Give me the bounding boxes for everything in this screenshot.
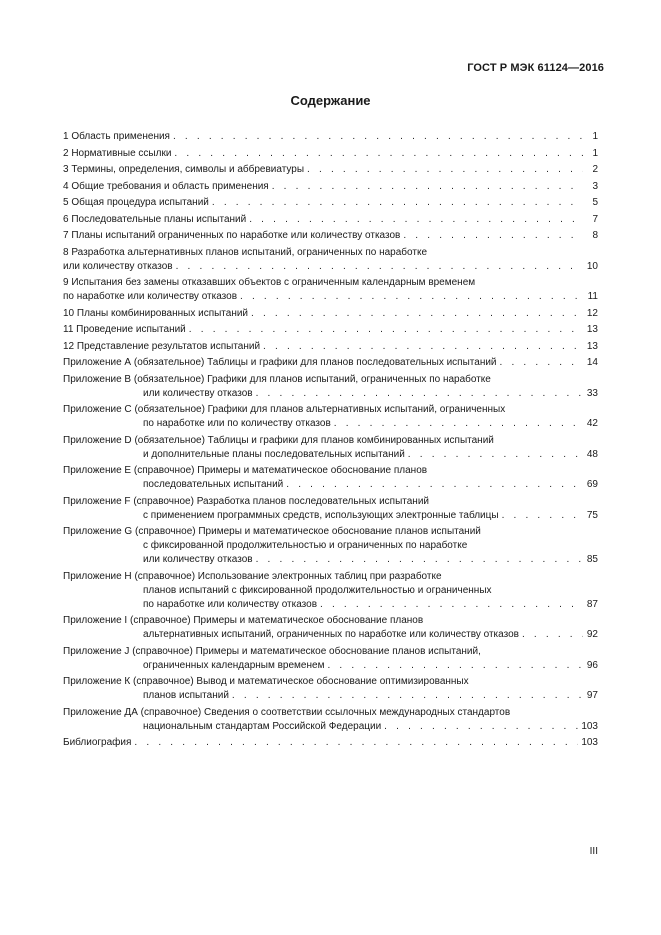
toc-entry[interactable] [63, 340, 598, 354]
dot-leader [522, 628, 583, 642]
toc-page-number: 69 [586, 479, 598, 490]
toc-page-number: 13 [586, 324, 598, 335]
toc-page-number: 96 [586, 659, 598, 671]
toc-appendix-label: Приложение F [63, 495, 134, 507]
toc-page-number: 48 [586, 448, 598, 460]
toc-entry-text: по наработке или количеству отказов [63, 291, 238, 302]
dot-leader [176, 260, 583, 274]
toc-entry-text: (справочное) Примеры и математическое обоснование планов [133, 465, 428, 476]
toc-entry-text: 5 Общая процедура испытаний [63, 197, 209, 208]
toc-page-number: 7 [592, 213, 598, 225]
toc-entry-text: 9 Испытания без замены отказавших объектов с ограниченным календарным временем [63, 277, 476, 288]
toc-entry-text: (справочное) Разработка планов последовательных испытаний [133, 495, 430, 507]
toc-appendix-label: Приложение J [63, 645, 133, 657]
toc-entry[interactable] [63, 434, 598, 462]
toc-page-number: 97 [586, 690, 598, 701]
dot-leader [212, 196, 583, 210]
toc-page-number: 42 [586, 418, 598, 429]
toc-page-number: 10 [586, 260, 598, 272]
dot-leader [334, 417, 583, 431]
toc-appendix-label: Приложение ДА [63, 706, 141, 718]
toc-entry[interactable] [63, 645, 598, 673]
toc-page-number: 103 [581, 720, 598, 732]
toc-entry-text: или количеству отказов [63, 260, 173, 272]
dot-leader [502, 509, 583, 523]
toc-entry-text: ограниченных календарным временем [143, 659, 325, 671]
toc-entry[interactable] [63, 373, 598, 401]
dot-leader [249, 213, 583, 227]
toc-page-number: 92 [586, 629, 598, 640]
toc-entry-text: (обязательное) Таблицы и графики для планов последовательных испытаний [133, 357, 497, 368]
toc-entry-text: 11 Проведение испытаний [63, 324, 186, 335]
toc-entry[interactable] [63, 163, 598, 177]
toc-appendix-label: Приложение G [63, 526, 135, 537]
toc-page-number: 13 [586, 340, 598, 352]
toc-entry-text: Библиография [63, 737, 132, 748]
toc-entry[interactable] [63, 213, 598, 227]
toc-appendix-label: Приложение I [63, 615, 130, 626]
dot-leader [189, 323, 583, 337]
toc-entry[interactable] [63, 570, 598, 612]
toc-entry[interactable] [63, 403, 598, 431]
toc-entry-text: 6 Последовательные планы испытаний [63, 213, 247, 225]
toc-entry[interactable] [63, 614, 598, 642]
toc-page-number: 2 [592, 164, 598, 175]
dot-leader [256, 387, 583, 401]
dot-leader [173, 130, 583, 144]
dot-leader [263, 340, 583, 354]
toc-entry-text: (обязательное) Графики для планов испытаний, ограниченных по наработке [133, 373, 491, 385]
toc-entry-text: и дополнительные планы последовательных испытаний [143, 448, 405, 460]
toc-entry-text: последовательных испытаний [143, 479, 284, 490]
toc-entry[interactable] [63, 130, 598, 144]
toc-appendix-label: Приложение В [63, 373, 134, 385]
toc-appendix-label: Приложение Н [63, 570, 135, 582]
toc-entry-text: по наработке или количеству отказов [143, 598, 318, 610]
toc-entry-text: (справочное) Использование электронных таблиц при разработке [134, 570, 442, 582]
toc-entry[interactable] [63, 196, 598, 210]
toc-entry-text: 12 Представление результатов испытаний [63, 340, 261, 352]
toc-entry-text: 1 Область применения [63, 131, 170, 142]
toc-entry[interactable] [63, 307, 598, 321]
toc-page-number: 1 [592, 147, 598, 159]
toc-entry-text: (справочное) Вывод и математическое обоснование оптимизированных [133, 676, 469, 687]
dot-leader [272, 180, 583, 194]
toc-entry-text: 4 Общие требования и область применения [63, 180, 269, 192]
toc-entry[interactable] [63, 229, 598, 243]
toc-entry-text: (справочное) Примеры и математическое обоснование планов [130, 615, 424, 626]
toc-entry-text: по наработке или по количеству отказов [143, 418, 331, 429]
toc-entry-text: планов испытаний с фиксированной продолжительностью и ограниченных [143, 584, 492, 596]
toc-appendix-label: Приложение К [63, 676, 134, 687]
toc-entry-text: (обязательное) Таблицы и графики для планов комбинированных испытаний [134, 434, 494, 446]
toc-page-number: 12 [586, 307, 598, 319]
toc-page-number: 87 [586, 598, 598, 610]
standard-designation: ГОСТ Р МЭК 61124—2016 [467, 62, 604, 74]
toc-entry[interactable] [63, 246, 598, 274]
toc-entry-text: 10 Планы комбинированных испытаний [63, 307, 249, 319]
dot-leader [307, 163, 583, 177]
toc-entry[interactable] [63, 675, 598, 703]
toc-entry-text: 3 Термины, определения, символы и аббревиатуры [63, 164, 305, 175]
toc-appendix-label: Приложение Е [63, 465, 134, 476]
toc-appendix-label: Приложение С [63, 404, 135, 415]
dot-leader [134, 736, 578, 750]
toc-page-number: 8 [592, 230, 598, 241]
toc-appendix-label: Приложение D [63, 434, 135, 446]
toc-entry[interactable] [63, 147, 598, 161]
toc-page-number: 3 [592, 180, 598, 192]
toc-entry[interactable] [63, 356, 598, 370]
toc-page-number: 85 [586, 554, 598, 565]
toc-entry[interactable] [63, 736, 598, 750]
toc-page-number: 14 [586, 357, 598, 368]
toc-entry-text: или количеству отказов [143, 554, 253, 565]
toc-entry-text: 2 Нормативные ссылки [63, 147, 172, 159]
toc-page-number: 11 [587, 291, 598, 302]
dot-leader [286, 478, 583, 492]
toc-entry-text: 7 Планы испытаний ограниченных по наработке или количеству отказов [63, 230, 401, 241]
toc-entry[interactable] [63, 495, 598, 523]
toc-entry[interactable] [63, 276, 598, 304]
toc-entry-text: национальным стандартам Российской Федерации [143, 720, 382, 732]
toc-entry[interactable] [63, 323, 598, 337]
toc-entry-text: (справочное) Примеры и математическое обоснование планов испытаний [135, 526, 481, 537]
toc-page-number: 5 [592, 197, 598, 208]
toc-entry-text: 8 Разработка альтернативных планов испытаний, ограниченных по наработке [63, 246, 428, 258]
toc-appendix-label: Приложение А [63, 357, 134, 368]
toc-entry[interactable] [63, 464, 598, 492]
dot-leader [384, 720, 578, 734]
dot-leader [251, 307, 583, 321]
dot-leader [232, 689, 583, 703]
toc-entry-text: с фиксированной продолжительностью и ограниченных по наработке [143, 540, 468, 551]
toc-entry-text: или количеству отказов [143, 387, 253, 399]
toc-entry-text: планов испытаний [143, 690, 229, 701]
toc-entry[interactable] [63, 525, 598, 567]
toc-entry-text: с применением программных средств, использующих электронные таблицы [143, 509, 499, 521]
dot-leader [500, 356, 583, 370]
dot-leader [256, 553, 583, 567]
toc-page-number: 103 [581, 737, 598, 748]
toc-page-number: 1 [592, 131, 598, 142]
dot-leader [327, 659, 583, 673]
page-number: III [589, 846, 598, 857]
table-of-contents [63, 130, 598, 750]
page-title: Содержание [290, 93, 371, 108]
toc-entry-text: (обязательное) Графики для планов альтернативных испытаний, ограниченных [134, 404, 506, 415]
toc-entry[interactable] [63, 180, 598, 194]
toc-entry-text: (справочное) Примеры и математическое обоснование планов испытаний, [132, 645, 481, 657]
dot-leader [240, 290, 583, 304]
toc-entry-text: (справочное) Сведения о соответствии ссылочных международных стандартов [140, 706, 511, 718]
toc-entry[interactable] [63, 706, 598, 734]
dot-leader [174, 147, 583, 161]
dot-leader [408, 448, 583, 462]
toc-page-number: 75 [586, 509, 598, 521]
dot-leader [320, 598, 583, 612]
toc-entry-text: альтернативных испытаний, ограниченных по наработке или количеству отказов [143, 629, 519, 640]
toc-page-number: 33 [586, 387, 598, 399]
dot-leader [403, 229, 583, 243]
